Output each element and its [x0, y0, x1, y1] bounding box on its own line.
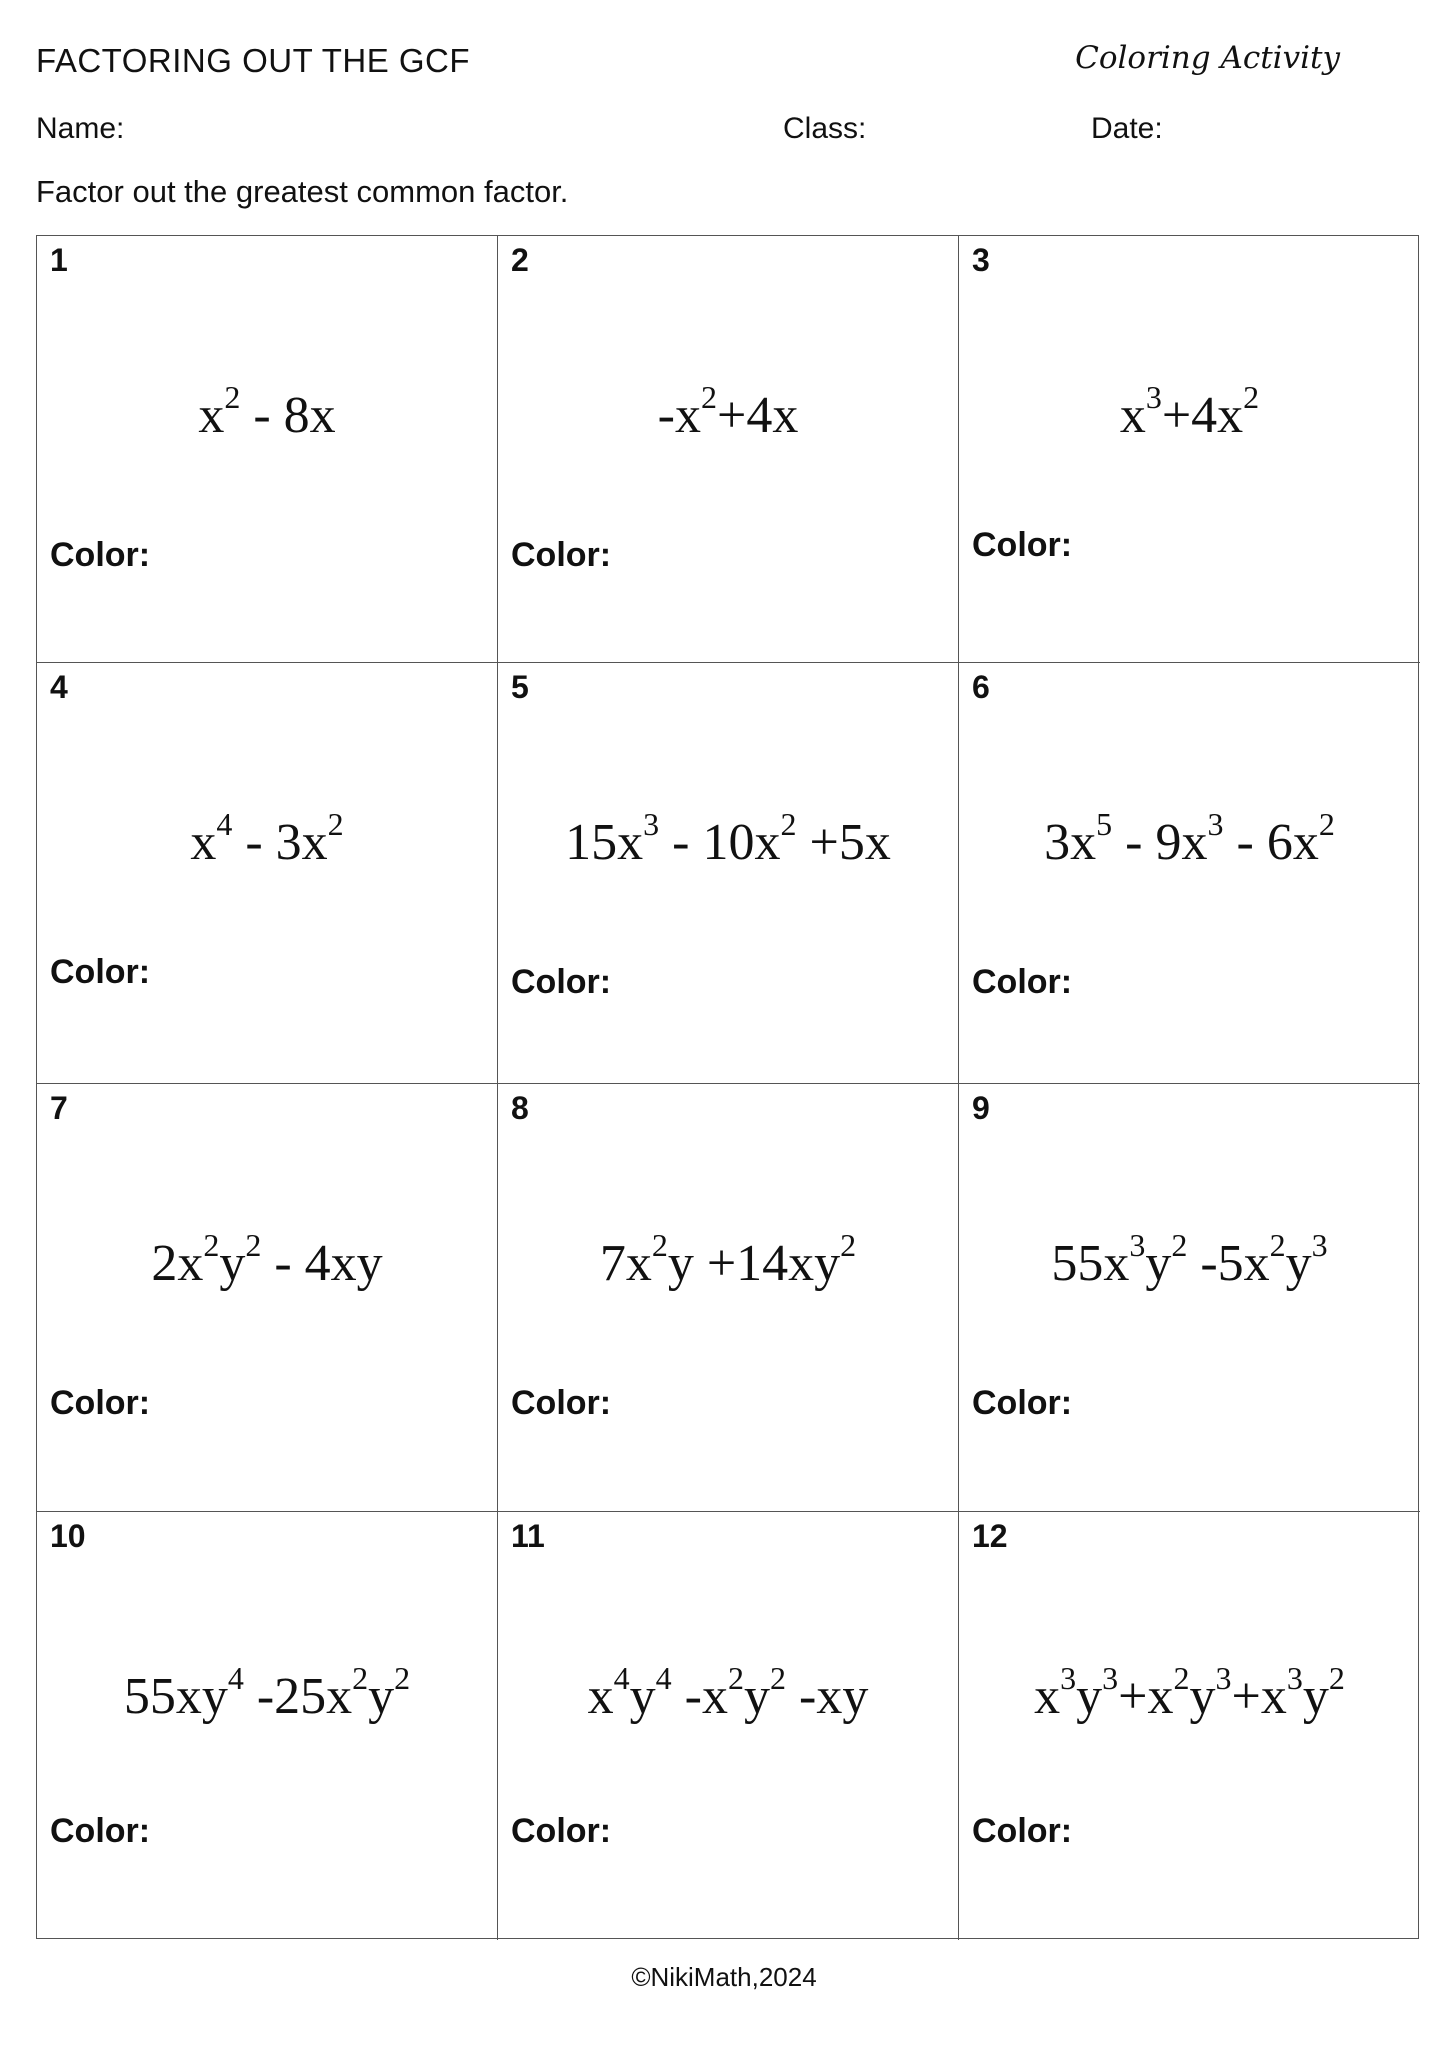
problem-number: 8: [511, 1090, 529, 1126]
expression-term: y: [629, 1668, 656, 1725]
exponent: 3: [1145, 379, 1162, 415]
exponent: 2: [352, 1660, 369, 1696]
problem-cell: [959, 236, 1420, 663]
problem-number: 4: [50, 669, 68, 705]
exponent: 2: [327, 806, 344, 842]
exponent: 2: [1171, 1227, 1188, 1263]
expression-term: y +14xy: [667, 1235, 841, 1292]
expression-term: -x: [657, 387, 701, 444]
color-label: Color:: [511, 1384, 612, 1422]
problem-number: 10: [50, 1518, 86, 1554]
expression-term: +5x: [796, 814, 891, 871]
expression-term: - 8x: [240, 387, 336, 444]
problem-number: 12: [972, 1518, 1008, 1554]
expression-term: -xy: [786, 1668, 869, 1725]
problem-cell: [498, 1512, 959, 1940]
color-label: Color:: [50, 536, 151, 574]
expression-term: y: [744, 1668, 770, 1725]
exponent: 2: [728, 1660, 744, 1696]
problem-cell: [37, 236, 498, 663]
problem-cell: [37, 1084, 498, 1512]
worksheet-title: FACTORING OUT THE GCF: [36, 42, 471, 79]
color-label: Color:: [50, 953, 151, 991]
problem-number: 9: [972, 1090, 990, 1126]
exponent: 2: [651, 1227, 668, 1263]
expression-term: x: [1034, 1668, 1061, 1725]
exponent: 2: [840, 1227, 857, 1263]
worksheet-subtitle: Coloring Activity: [1075, 40, 1340, 76]
expression-term: y: [1302, 1668, 1329, 1725]
exponent: 4: [655, 1660, 672, 1696]
exponent: 3: [1215, 1660, 1232, 1696]
color-label: Color:: [50, 1812, 151, 1850]
expression-term: +4x: [1161, 387, 1244, 444]
expression-term: - 9x: [1112, 814, 1208, 871]
expression-term: x: [190, 814, 217, 871]
problem-cell: [959, 663, 1420, 1084]
problem-cell: [959, 1084, 1420, 1512]
color-label: Color:: [511, 536, 612, 574]
problem-number: 3: [972, 242, 990, 278]
problem-number: 1: [50, 242, 68, 278]
expression-term: y: [1189, 1668, 1216, 1725]
expression-term: 3x: [1044, 814, 1097, 871]
expression-term: 7x: [599, 1235, 652, 1292]
exponent: 2: [1318, 806, 1335, 842]
exponent: 3: [1311, 1227, 1328, 1263]
problem-expression: [959, 1660, 1420, 1726]
color-label: Color:: [50, 1384, 151, 1422]
color-label: Color:: [972, 1812, 1073, 1850]
problem-expression: [959, 379, 1420, 445]
date-label: Date:: [1091, 112, 1163, 145]
instructions: Factor out the greatest common factor.: [36, 174, 569, 209]
exponent: 2: [770, 1660, 786, 1696]
expression-term: +4x: [717, 387, 799, 444]
expression-term: 2x: [151, 1235, 204, 1292]
exponent: 2: [1328, 1660, 1345, 1696]
exponent: 4: [613, 1660, 630, 1696]
expression-term: y: [1145, 1235, 1172, 1292]
expression-term: -x: [671, 1668, 728, 1725]
exponent: 3: [1286, 1660, 1303, 1696]
expression-term: 15x: [565, 814, 644, 871]
expression-term: y: [1285, 1235, 1312, 1292]
expression-term: 55x: [1051, 1235, 1130, 1292]
exponent: 2: [224, 379, 241, 415]
copyright-footer: ©NikiMath,2024: [631, 1962, 817, 1992]
color-label: Color:: [972, 1384, 1073, 1422]
exponent: 3: [1129, 1227, 1146, 1263]
expression-term: - 6x: [1223, 814, 1319, 871]
exponent: 2: [780, 806, 797, 842]
expression-term: y: [219, 1235, 246, 1292]
exponent: 2: [1243, 379, 1260, 415]
problem-number: 11: [511, 1518, 545, 1554]
problem-cell: [498, 236, 959, 663]
exponent: 5: [1096, 806, 1113, 842]
problem-expression: [498, 1660, 958, 1726]
problem-grid: [36, 235, 1419, 1939]
color-label: Color:: [972, 526, 1073, 564]
name-label: Name:: [36, 112, 125, 145]
problem-cell: [959, 1512, 1420, 1940]
exponent: 3: [643, 806, 660, 842]
problem-expression: [37, 806, 497, 872]
color-label: Color:: [972, 963, 1073, 1001]
exponent: 2: [1173, 1660, 1190, 1696]
exponent: 2: [394, 1660, 411, 1696]
expression-term: 55xy: [123, 1668, 228, 1725]
expression-term: y: [1076, 1668, 1103, 1725]
exponent: 2: [1269, 1227, 1286, 1263]
problem-expression: [37, 1660, 497, 1726]
exponent: 4: [227, 1660, 244, 1696]
expression-term: -5x: [1187, 1235, 1270, 1292]
expression-term: +x: [1231, 1668, 1287, 1725]
problem-number: 5: [511, 669, 529, 705]
problem-expression: [37, 1227, 497, 1293]
exponent: 3: [1060, 1660, 1077, 1696]
exponent: 3: [1102, 1660, 1119, 1696]
expression-term: -25x: [243, 1668, 353, 1725]
expression-term: - 10x: [659, 814, 781, 871]
problem-cell: [498, 663, 959, 1084]
problem-cell: [498, 1084, 959, 1512]
color-label: Color:: [511, 963, 612, 1001]
problem-expression: [498, 806, 958, 872]
color-label: Color:: [511, 1812, 612, 1850]
exponent: 2: [245, 1227, 262, 1263]
expression-term: y: [368, 1668, 395, 1725]
problem-number: 7: [50, 1090, 68, 1126]
expression-term: x: [1119, 387, 1146, 444]
expression-term: x: [587, 1668, 614, 1725]
problem-cell: [37, 1512, 498, 1940]
problem-cell: [37, 663, 498, 1084]
problem-expression: [959, 806, 1420, 872]
problem-number: 2: [511, 242, 529, 278]
problem-number: 6: [972, 669, 990, 705]
exponent: 2: [701, 379, 717, 415]
exponent: 3: [1207, 806, 1224, 842]
expression-term: - 3x: [232, 814, 328, 871]
exponent: 2: [203, 1227, 220, 1263]
expression-term: x: [198, 387, 225, 444]
problem-expression: [37, 379, 497, 445]
expression-term: - 4xy: [261, 1235, 383, 1292]
expression-term: +x: [1118, 1668, 1174, 1725]
exponent: 4: [216, 806, 233, 842]
problem-expression: [498, 379, 958, 445]
problem-expression: [498, 1227, 958, 1293]
class-label: Class:: [783, 112, 867, 145]
problem-expression: [959, 1227, 1420, 1293]
